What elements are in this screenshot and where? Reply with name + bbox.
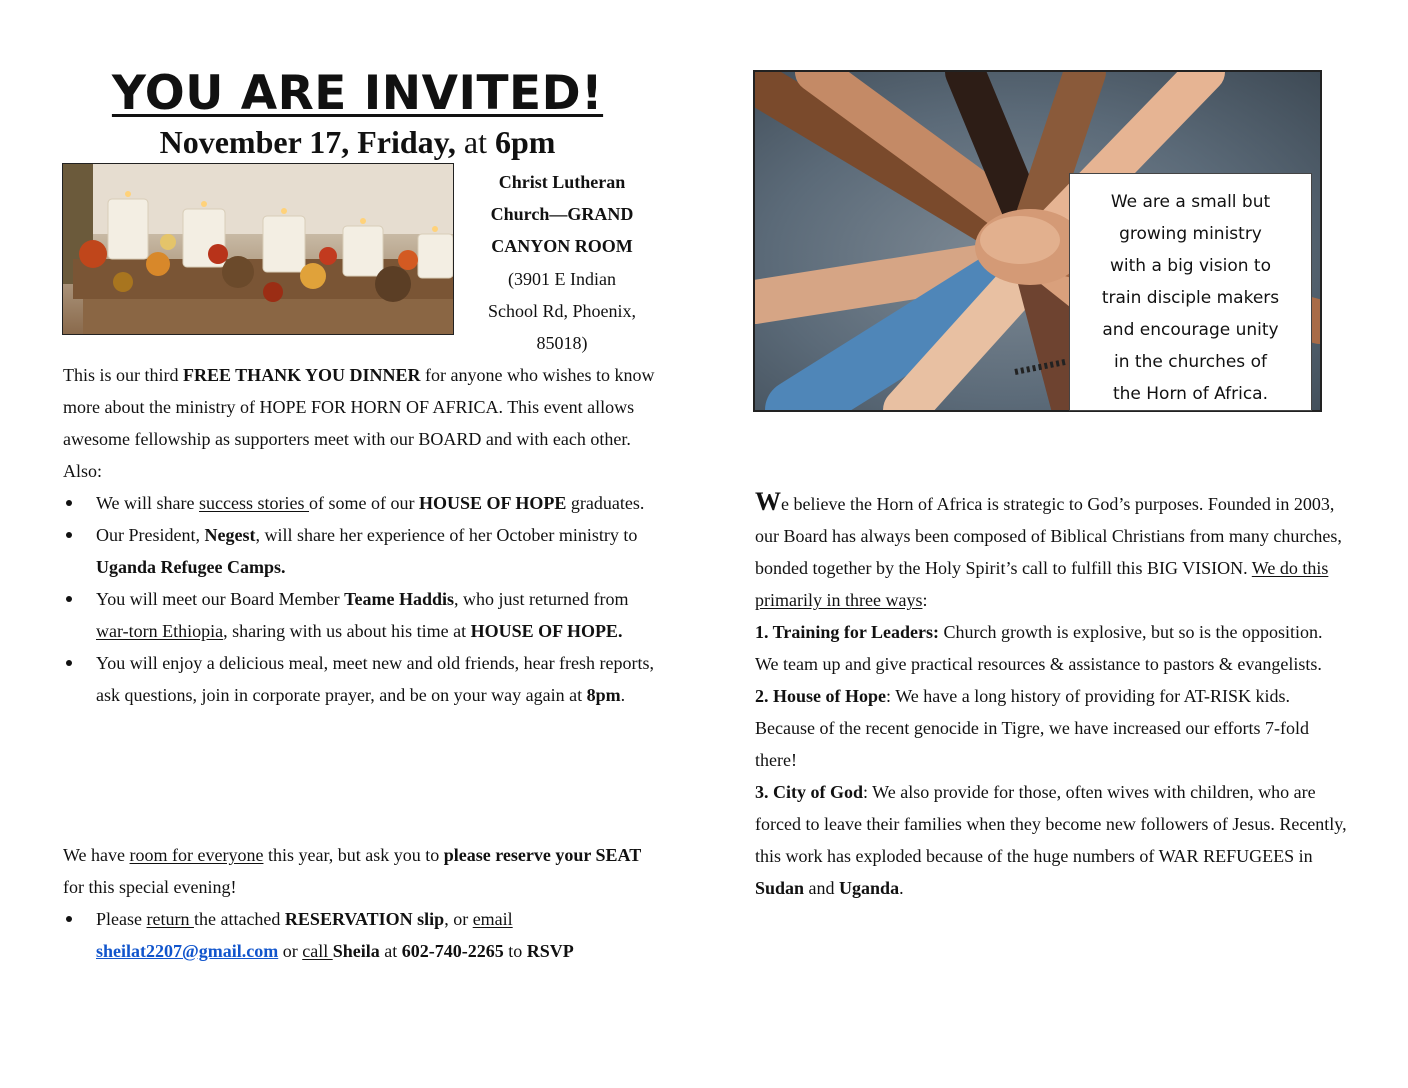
intro-text-1: This is our third	[63, 365, 183, 385]
venue-name-text2: Church—GRAND	[490, 204, 634, 225]
b1-t4: Uganda Refugee Camps	[96, 557, 282, 577]
b2-t6: HOUSE OF HOPE	[470, 621, 618, 641]
b0-t3: of some of our	[309, 493, 419, 513]
rsvp-t8: call	[302, 941, 333, 961]
way-training	[755, 616, 1350, 680]
venue-address-line3: 85018)	[536, 333, 588, 354]
b0-t5: graduates.	[566, 493, 645, 513]
candle-centerpiece-photo	[62, 163, 454, 335]
way-city-label: 3. City of God	[755, 782, 863, 802]
way-training-label: 1. Training for Leaders:	[755, 622, 939, 642]
way-house-label: 2. House of Hope	[755, 686, 887, 706]
reserve-t4: please reserve your SEAT	[443, 845, 642, 865]
reserve-text	[63, 839, 658, 903]
event-date-day: November 17, Friday,	[159, 124, 456, 160]
callout-line: growing ministry	[1119, 224, 1262, 244]
rsvp-t6: email	[472, 909, 513, 929]
rsvp-t7: or	[278, 941, 303, 961]
b1-t2: Negest	[204, 525, 256, 545]
reserve-t1: We have	[63, 845, 130, 865]
rsvp-t5: , or	[444, 909, 473, 929]
reserve-paragraph	[63, 839, 658, 903]
way-city-of-god	[755, 776, 1350, 904]
way-city-uganda: Uganda	[839, 878, 900, 898]
way-city-text: : We also provide for those, often wives with children, who are forced to leave their families when they become new followers of Jesus. Recently, this work has exploded because of the huge numbers of WAR REFUGEES in	[755, 782, 1347, 866]
way-training-text: Church growth is explosive, but so is the opposition. We team up and give practical resources & assistance to pastors & evangelists.	[755, 622, 1323, 674]
intro-text-bold: FREE THANK YOU DINNER	[183, 365, 421, 385]
email-link[interactable]: sheilat2207@gmail.com	[96, 941, 279, 961]
rsvp-t3: the attached	[193, 909, 285, 929]
invitation-title-text: YOU ARE INVITED!	[111, 66, 604, 121]
b0-t2: success stories	[199, 493, 310, 513]
way-city-sudan: Sudan	[755, 878, 805, 898]
b2-t4: war-torn Ethiopia	[96, 621, 224, 641]
intro-text	[63, 359, 655, 487]
callout-line: in the churches of	[1114, 352, 1267, 372]
venue-name-text1: Christ Lutheran	[498, 172, 626, 192]
list-item	[63, 583, 658, 647]
callout-line: the Horn of Africa.	[1112, 384, 1269, 404]
b0-t1: We will share	[96, 493, 200, 513]
list-item	[63, 647, 658, 711]
venue-address-line2: School Rd, Phoenix,	[487, 300, 636, 321]
b1-t1: Our President,	[96, 525, 205, 545]
venue-name-line2	[466, 198, 658, 230]
event-highlights-list	[63, 487, 658, 711]
callout-line: We are a small but	[1110, 192, 1271, 212]
venue-address-line1: (3901 E Indian	[508, 268, 616, 289]
b1-t3: , will share her experience of her October ministry to	[255, 525, 638, 545]
b2-t2: Teame Haddis	[344, 589, 455, 609]
rsvp-t2: return	[146, 909, 194, 929]
intro-paragraph	[63, 359, 655, 487]
b3-t1: You will enjoy a delicious meal, meet new and old friends, hear fresh reports, ask questions, join in corporate prayer, and be on your way again at	[96, 653, 655, 705]
rsvp-t10: at	[379, 941, 402, 961]
drop-cap: W	[755, 487, 781, 516]
b2-t5: , sharing with us about his time at	[223, 621, 471, 641]
venue-name-line1	[466, 166, 658, 198]
b2-t3: , who just returned from	[454, 589, 629, 609]
rsvp-t1: Please	[96, 909, 147, 929]
b0-t4: HOUSE OF HOPE	[419, 493, 567, 513]
reserve-t3: this year, but ask you to	[263, 845, 444, 865]
event-date-time: 6pm	[494, 124, 556, 160]
way-city-end: .	[899, 878, 904, 898]
b3-t3: .	[620, 685, 626, 705]
beliefs-intro-text: e believe the Horn of Africa is strategic to God’s purposes. Founded in 2003, our Board has always been composed of Biblical Christians from many churches, bonded together by the Holy Spirit’s call to fulfill this BIG VISION.	[755, 494, 1342, 578]
b2-t1: You will meet our Board Member	[96, 589, 345, 609]
b3-t2: 8pm	[586, 685, 621, 705]
b1-t5: .	[281, 557, 286, 577]
beliefs-intro-end: :	[922, 590, 928, 610]
intro-text-3: for anyone who wishes to know more about the ministry of HOPE FOR HORN OF AFRICA. This event allows awesome fellowship as supporters meet with our BOARD and with each other. Also:	[63, 365, 655, 481]
mission-callout-box	[1069, 173, 1312, 411]
beliefs-intro	[755, 488, 1350, 616]
way-city-and: and	[804, 878, 840, 898]
venue-name-line3	[466, 230, 658, 262]
list-item	[63, 487, 658, 519]
candle-centerpiece-illustration	[63, 164, 453, 334]
reserve-t2: room for everyone	[129, 845, 264, 865]
list-item	[63, 519, 658, 583]
way-house-text: : We have a long history of providing for AT-RISK kids. Because of the recent genocide in Tigre, we have increased our efforts 7-fold there!	[755, 686, 1309, 770]
phone-number: 602-740-2265	[401, 941, 504, 961]
callout-line: and encourage unity	[1102, 320, 1279, 340]
event-date	[60, 120, 655, 164]
rsvp-t4: RESERVATION slip	[284, 909, 445, 929]
way-house-of-hope	[755, 680, 1350, 776]
rsvp-item	[63, 903, 658, 967]
venue-info	[466, 166, 658, 359]
venue-name-text3: CANYON ROOM	[491, 236, 633, 257]
reserve-t5: for this special evening!	[63, 877, 237, 897]
rsvp-list	[63, 903, 658, 967]
callout-line: train disciple makers	[1101, 288, 1280, 308]
rsvp-t9: Sheila	[332, 941, 380, 961]
invitation-title	[60, 62, 655, 126]
beliefs-section	[755, 488, 1350, 904]
beliefs-intro-underline: We do this primarily in three ways	[755, 558, 1329, 610]
b2-t7: .	[617, 621, 623, 641]
rsvp-t12: to	[503, 941, 527, 961]
event-date-at: at	[463, 124, 487, 160]
callout-line: with a big vision to	[1109, 256, 1271, 276]
rsvp-t13: RSVP	[526, 941, 574, 961]
